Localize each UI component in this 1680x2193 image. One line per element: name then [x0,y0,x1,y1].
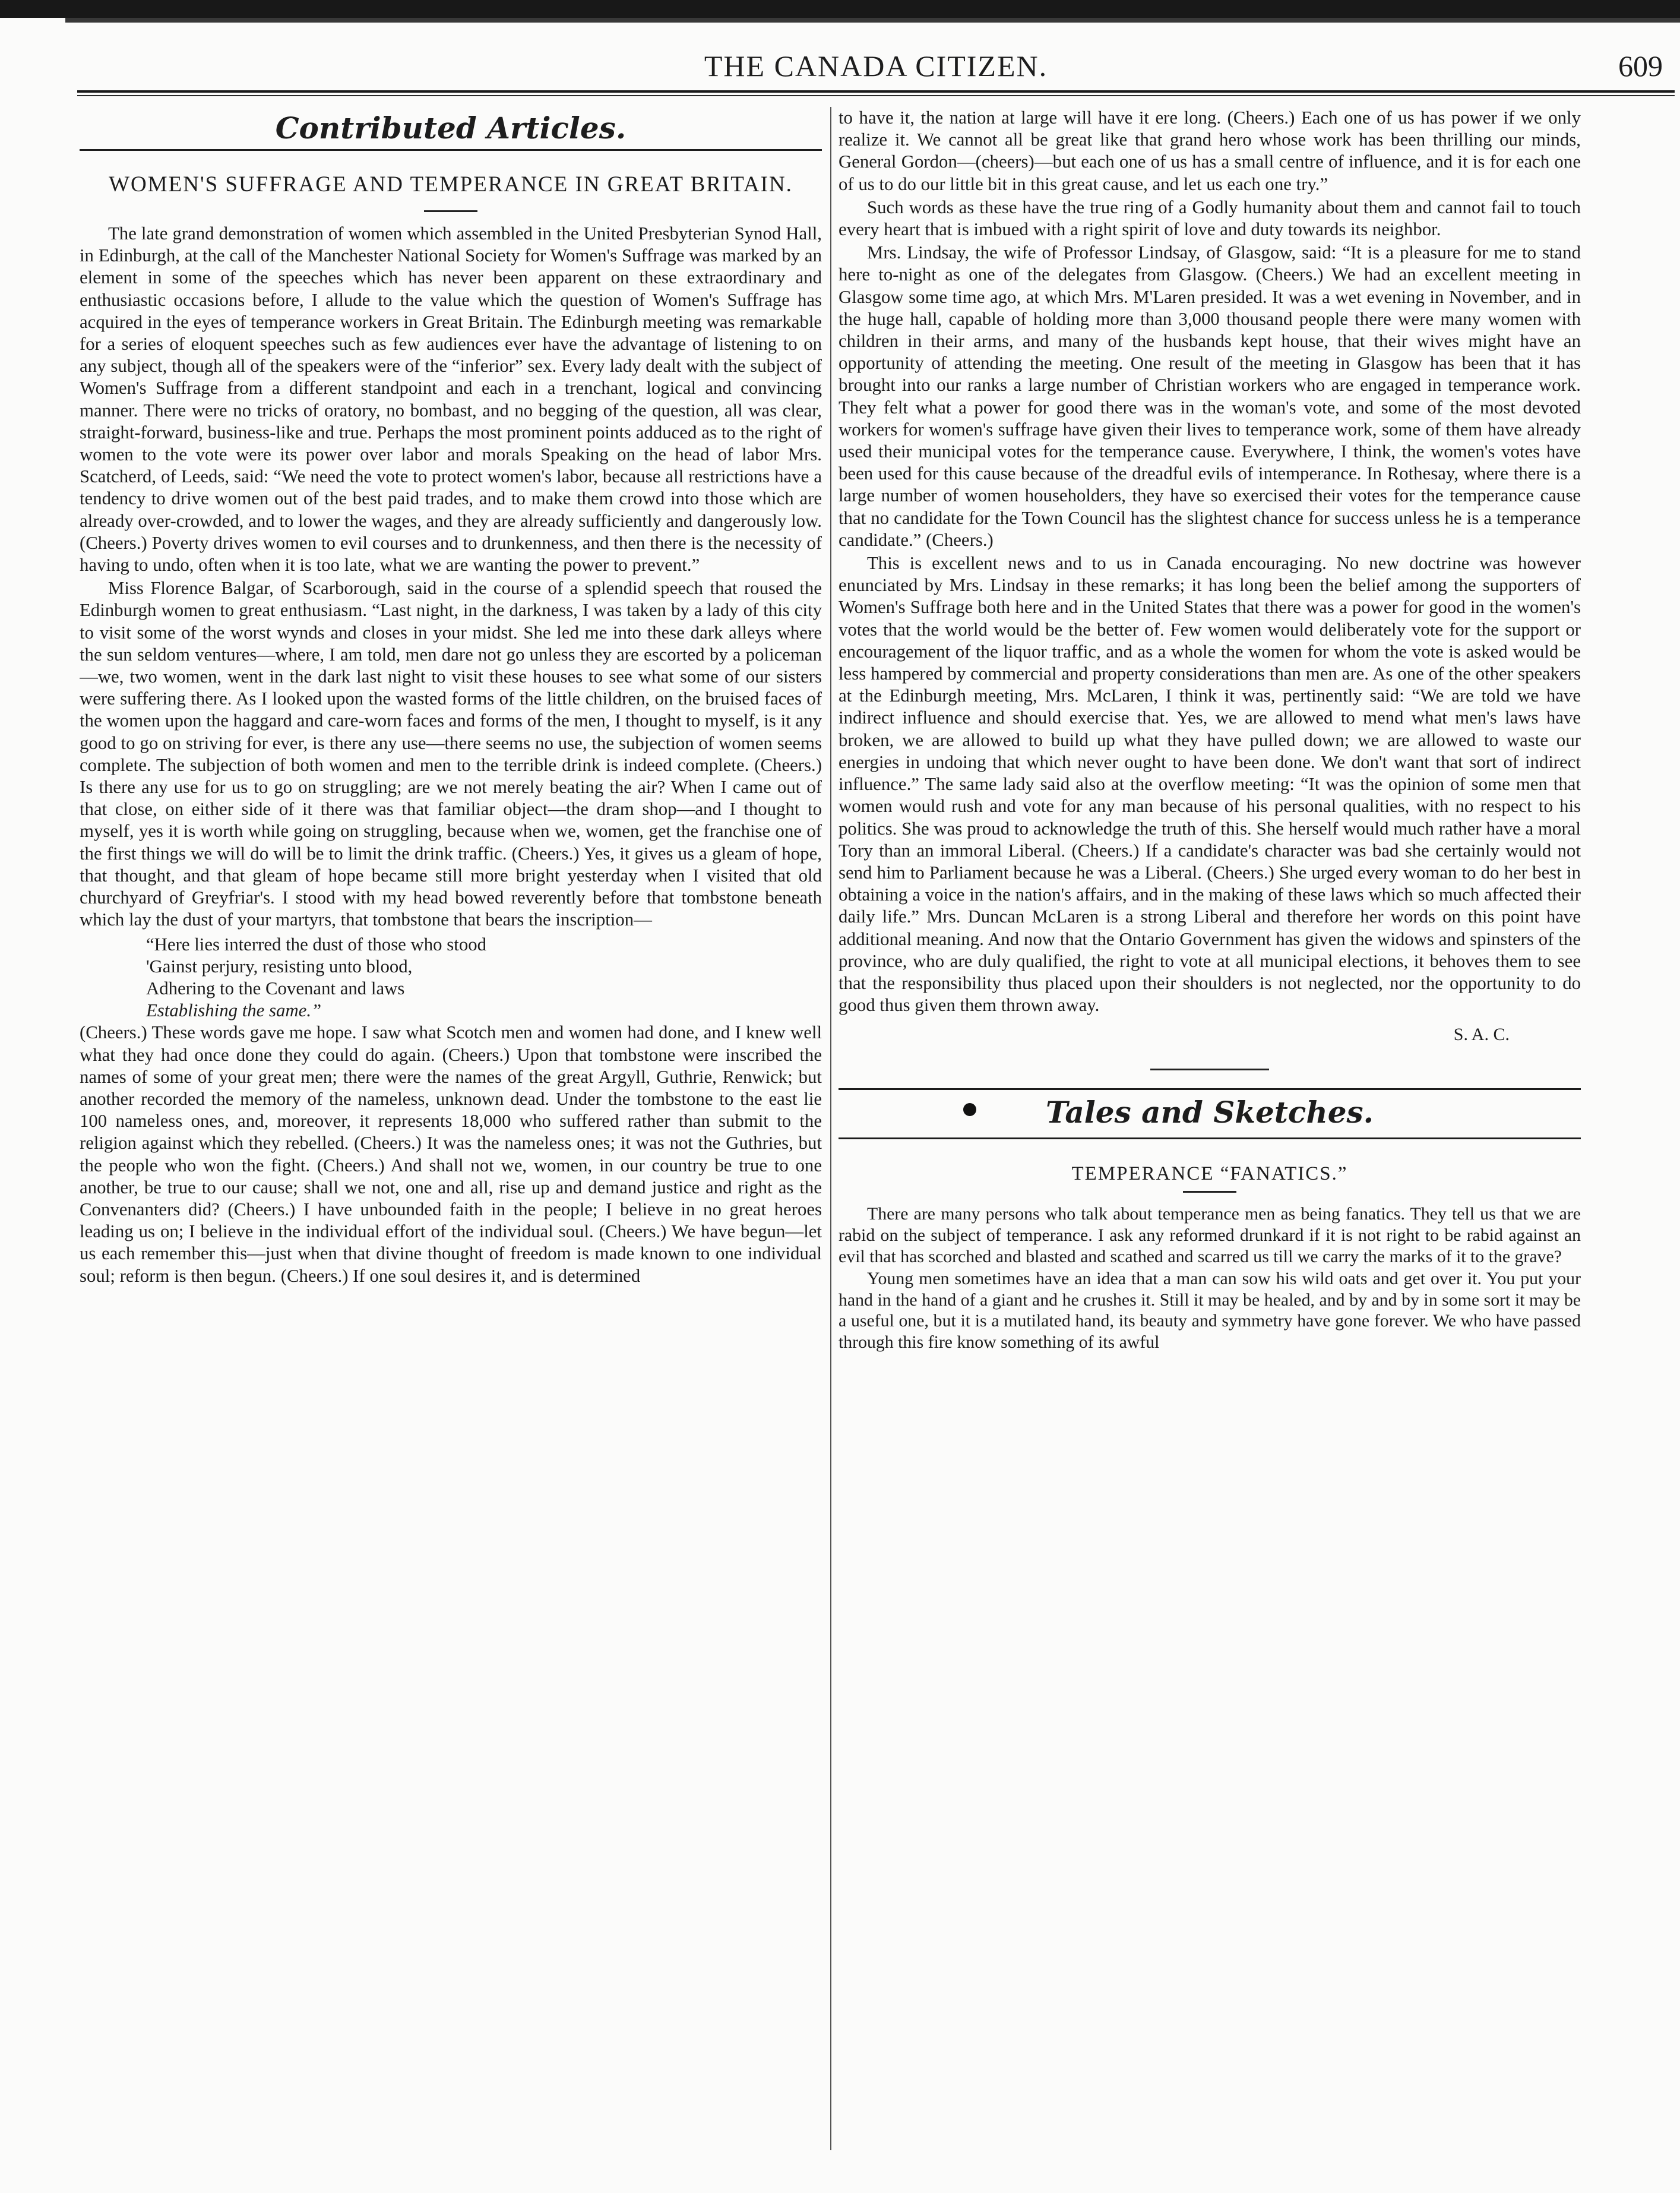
column-divider [830,107,831,2150]
article-2-body [839,1203,1581,1353]
top-scan-shadow [65,18,1680,23]
header-rule-thin [77,95,1675,96]
article-paragraph: Mrs. Lindsay, the wife of Professor Lindsay, of Glasgow, said: “It is a pleasure for me to stand here to-night as one of the delegates from Glasgow. (Cheers.) We had an excellent meeting in Glasgow some time ago, at which Mrs. M'Laren presided. It was a wet evening in November, and in the huge hall, capable of holding more than 3,000 thousand people there were many women with children in their arms, and many of the husbands kept house, that their wives might have an opportunity of attending the meeting. One result of the meeting in Glasgow has been that it has brought into our ranks a large number of Christian workers who are engaged in temperance work. They felt what a power for good there was in the woman's vote, and some of the most devoted workers for women's suffrage have given their lives to temperance work, some of them have already used their municipal votes for the temperance cause. Everywhere, I think, the women's votes have been used for this cause because of the dreadful evils of intemperance. In Rothesay, where there is a large number of women householders, they have so exercised their votes for the temperance cause that no candidate for the Town Council has the slightest chance for success unless he is a temperance candidate.” (Cheers.) [839,242,1581,550]
article-paragraph: (Cheers.) These words gave me hope. I saw what Scotch men and women had done, and I knew well what they had once done they could do again. (Cheers.) Upon that tombstone were inscribed the names of some of your great men; there were the names of the great Argyll, Guthrie, Renwick; but another recorded the memory of the nameless, unknown dead. Under the tombstone to the east lie 100 nameless ones, and, moreover, it represents 18,000 who suffered rather than submit to the religion against which they rebelled. (Cheers.) It was the nameless ones; it was not the Guthries, but the people who won the fight. (Cheers.) And shall not we, women, in our country be true to one another, be true to our cause; shall we not, one and all, rise up and demand justice and right as the Convenanters did? (Cheers.) I have unbounded faith in the people; I believe in no great heroes leading us on; I believe in the individual effort of the individual soul. (Cheers.) We have begun—let us each remember this—just when that divine thought of freedom is made known to one individual soul; reform is then begun. (Cheers.) If one soul desires it, and is determined [80,1022,822,1286]
header-rule [77,90,1675,93]
article-paragraph: Miss Florence Balgar, of Scarborough, said in the course of a splendid speech that roused the Edinburgh women to great enthusiasm. “Last night, in the darkness, I was taken by a lady of this city to visit some of the worst wynds and closes in your midst. She led me into these dark alleys where the sun seldom ventures—where, I am told, men dare not go unless they are escorted by a policeman—we, two women, went in the dark last night to visit these houses to see what some of our sisters were suffering there. As I looked upon the wasted forms of the little children, on the bruised faces of the women upon the haggard and care-worn faces and forms of the men, I thought to myself, is it any good to go on striving for ever, is there any use—there seems no use, the subjection of women seems complete. The subjection of both women and men to the terrible drink is indeed complete. (Cheers.) Is there any use for us to go on struggling; are we not merely beating the air? When I came out of that close, on either side of it there was that familiar object—the dram shop—and I thought to myself, yes it is worth while going on struggling, because when we, women, get the franchise one of the first things we will do will be to limit the drink traffic. (Cheers.) Yes, it gives us a gleam of hope, that thought, and that gleam of hope became still more bright yesterday when I visited that old churchyard of Greyfriar's. I stood with my head bowed reverently before that tombstone beneath which lay the dust of your martyrs, that tombstone that bears the inscription— [80,578,822,930]
article-paragraph: to have it, the nation at large will have it ere long. (Cheers.) Each one of us has power if we only realize it. We cannot all be great like that grand hero whose work has been thrilling our minds, General Gordon—(cheers)—but each one of us has a small centre of influence, and it is for each one of us to do our little bit in this great cause, and let us each one try.” [839,108,1581,194]
title-rule [424,210,477,212]
section-heading-tales: Tales and Sketches. [1045,1095,1374,1130]
article-title: WOMEN'S SUFFRAGE AND TEMPERANCE IN GREAT BRITAIN. [109,172,793,197]
page-number: 609 [1618,49,1663,83]
title-rule-2 [1183,1191,1236,1193]
verse-line: 'Gainst perjury, resisting unto blood, [146,956,413,977]
inscription-verse [146,934,822,1022]
article-paragraph: This is excellent news and to us in Canada encouraging. No new doctrine was however enunciated by Mrs. Lindsay in these remarks; it has long been the belief among the supporters of Women's Suffrage both here and in the United States that there was a power for good in the women's votes that the world would be the better of. Few women would deliberately vote for the support or encouragement of the liquor traffic, and as a whole the women for whom the vote is asked would be less hampered by commercial and property considerations than men are. As one of the other speakers at the Edinburgh meeting, Mrs. McLaren, I think it was, pertinently said: “We are told we have indirect influence and should exercise that. Yes, we are allowed to mend what men's laws have broken, we are allowed to build up what they have pulled down; we are allowed to waste our energies in undoing that which never ought to have been done. We don't want that sort of indirect influence.” The same lady said also at the overflow meeting: “It was the opinion of some men that women would rush and vote for any man because of his personal qualities, with no respect to his politics. She was proud to acknowledge the truth of this. She herself would much rather have a moral Tory than an immoral Liberal. (Cheers.) If a candidate's character was bad she certainly would not send him to Parliament because he was a Liberal. (Cheers.) She urged every woman to do her best in obtaining a voice in the nation's affairs, and in the making of these laws which so much affected their daily life.” Mrs. Duncan McLaren is a strong Liberal and therefore her words on this point have additional meaning. And now that the Ontario Government has given the widows and spinsters of the province, who are duly qualified, the right to vote at all municipal elections, it behoves them to see that the responsibility thus placed upon their shoulders is not neglected, nor the opportunity to do good thus given them thrown away. [839,553,1581,1016]
publication-title: THE CANADA CITIZEN. [704,49,1048,83]
tales-section-banner [839,1088,1581,1139]
verse-line: Adhering to the Covenant and laws [146,978,405,998]
article-title-2: TEMPERANCE “FANATICS.” [1071,1163,1348,1185]
article-paragraph: The late grand demonstration of women which assembled in the United Presbyterian Synod Hall, in Edinburgh, at the call of the Manchester National Society for Women's Suffrage was marked by an element in some of the speeches which has never been apparent on these extraordinary and enthusiastic occasions before, I allude to the value which the question of Women's Suffrage has acquired in the eyes of temperance workers in Great Britain. The Edinburgh meeting was remarkable for a series of eloquent speeches such as few audiences ever have the advantage of listening to on any subject, though all of the speakers were of the “inferior” sex. Every lady dealt with the subject of Women's Suffrage from a different standpoint and each in a trenchant, logical and convincing manner. There were no tricks of oratory, no bombast, and no begging of the question, all was clear, straight-forward, business-like and true. Perhaps the most prominent points adduced as to the right of women to the vote were its power over labor and morals Speaking on the head of labor Mrs. Scatcherd, of Leeds, said: “We need the vote to protect women's labor, because all restrictions have a tendency to drive women out of the best paid trades, and to make them crowd into those which are already over-crowded, and to lower the wages, and they are already sufficiently and dangerously low. (Cheers.) Poverty drives women to evil courses and to drunkenness, and then there is the necessity of having to undo, often when it is too late, what we are wanting the power to prevent.” [80,223,822,576]
page-header [77,49,1675,90]
section-rule [80,149,822,151]
top-scan-border [0,0,1680,18]
article-paragraph: Such words as these have the true ring of a Godly humanity about them and cannot fail to touch every heart that is imbued with a right spirit of love and duty towards its neighbor. [839,197,1581,240]
left-column [80,107,822,2150]
right-column [839,107,1581,2150]
article-end-rule [1150,1069,1269,1070]
section-heading-contributed: Contributed Articles. [275,110,627,146]
author-signature: S. A. C. [1453,1025,1510,1045]
article-paragraph: There are many persons who talk about temperance men as being fanatics. They tell us that we are rabid on the subject of temperance. I ask any reformed drunkard if it is not right to be rabid against an evil that has scorched and blasted and scathed and scarred us till we carry the marks of it to the grave? [839,1204,1581,1266]
verse-line: “Here lies interred the dust of those who stood [146,934,487,955]
verse-line: Establishing the same.” [146,1000,322,1021]
article-paragraph: Young men sometimes have an idea that a man can sow his wild oats and get over it. You put your hand in the hand of a giant and he crushes it. Still it may be healed, and by and by in some sort it may be a useful one, but it is a mutilated hand, its beauty and symmetry have gone forever. We who have passed through this fire know something of its awful [839,1269,1581,1352]
